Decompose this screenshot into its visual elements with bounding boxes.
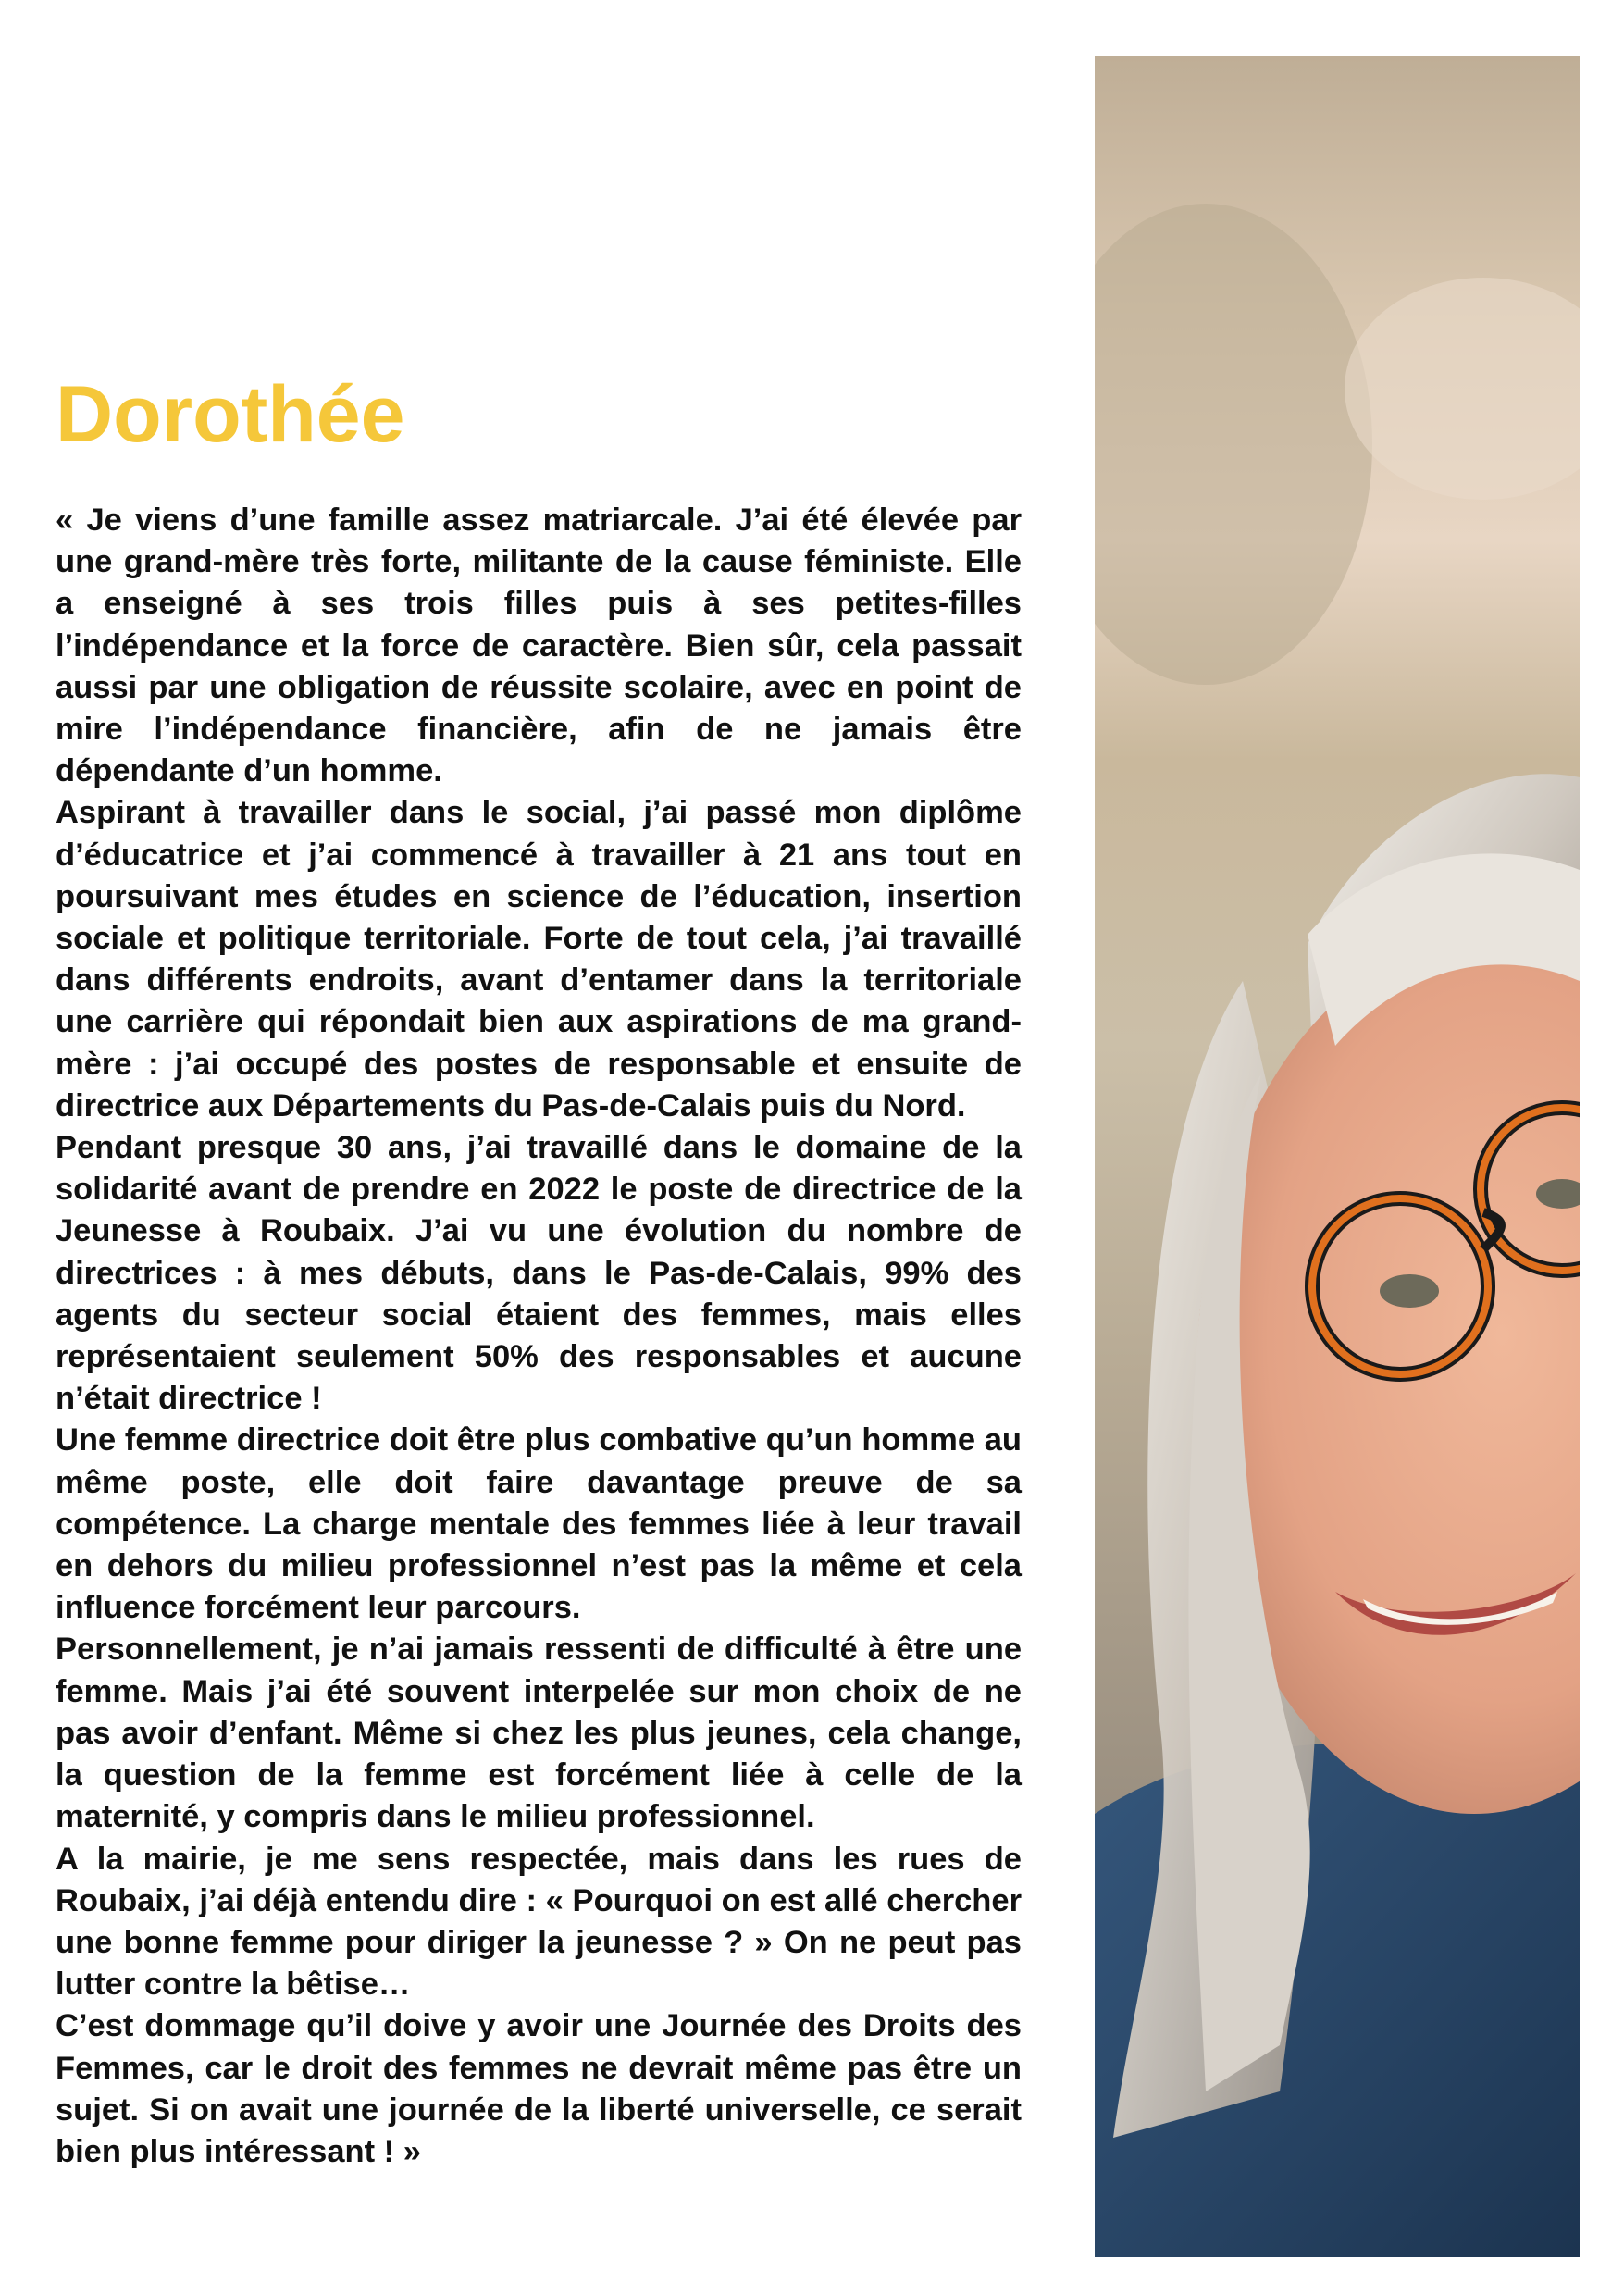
paragraph: Pendant presque 30 ans, j’ai travaillé dans le domaine de la solidarité avant de prendre en 2022 le poste de directrice de la Jeunesse à Roubaix. J’ai vu une évolution du nombre de directrices : à mes débuts, dans le Pas-de-Calais, 99% des agents du secteur social étaient des femmes, mais elles représentaient seulement 50% des responsables et aucune n’était directrice ! bbox=[56, 1130, 1022, 1417]
paragraph: C’est dommage qu’il doive y avoir une Journée des Droits des Femmes, car le droit des femmes ne devrait même pas être un sujet. Si on avait une journée de la liberté universelle, ce serait bien plus intéressant ! » bbox=[56, 2008, 1022, 2169]
paragraph: A la mairie, je me sens respectée, mais dans les rues de Roubaix, j’ai déjà entendu dire : « Pourquoi on est allé chercher une bonne femme pour diriger la jeunesse ? » On ne peut pas lutter contre la bêtise… bbox=[56, 1841, 1022, 2003]
portrait-illustration bbox=[1095, 56, 1580, 2257]
paragraph: Personnellement, je n’ai jamais ressenti de difficulté à être une femme. Mais j’ai été souvent interpelée sur mon choix de ne pas avoir d’enfant. Même si chez les plus jeunes, cela change, la question de la femme est forcément liée à celle de la maternité, y compris dans le milieu professionnel. bbox=[56, 1632, 1022, 1835]
page-title: Dorothée bbox=[56, 370, 405, 459]
portrait-photo bbox=[1095, 56, 1580, 2257]
paragraph: « Je viens d’une famille assez matriarcale. J’ai été élevée par une grand-mère très forte, militante de la cause féministe. Elle a enseigné à ses trois filles puis à ses petites-filles l’indépendance et la force de caractère. Bien sûr, cela passait aussi par une obligation de réussite scolaire, avec en point de mire l’indépendance financière, afin de ne jamais être dépendante d’un homme. bbox=[56, 503, 1022, 789]
testimony-text bbox=[56, 500, 1022, 2173]
paragraph: Aspirant à travailler dans le social, j’ai passé mon diplôme d’éducatrice et j’ai commencé à travailler à 21 ans tout en poursuivant mes études en science de l’éducation, insertion sociale et politique territoriale. Forte de tout cela, j’ai travaillé dans différents endroits, avant d’entamer dans la territoriale une carrière qui répondait bien aux aspirations de ma grand-mère : j’ai occupé des postes de responsable et ensuite de directrice aux Départements du Pas-de-Calais puis du Nord. bbox=[56, 795, 1022, 1123]
paragraph: Une femme directrice doit être plus combative qu’un homme au même poste, elle doit faire davantage preuve de sa compétence. La charge mentale des femmes liée à leur travail en dehors du milieu professionnel n’est pas la même et cela influence forcément leur parcours. bbox=[56, 1422, 1022, 1626]
